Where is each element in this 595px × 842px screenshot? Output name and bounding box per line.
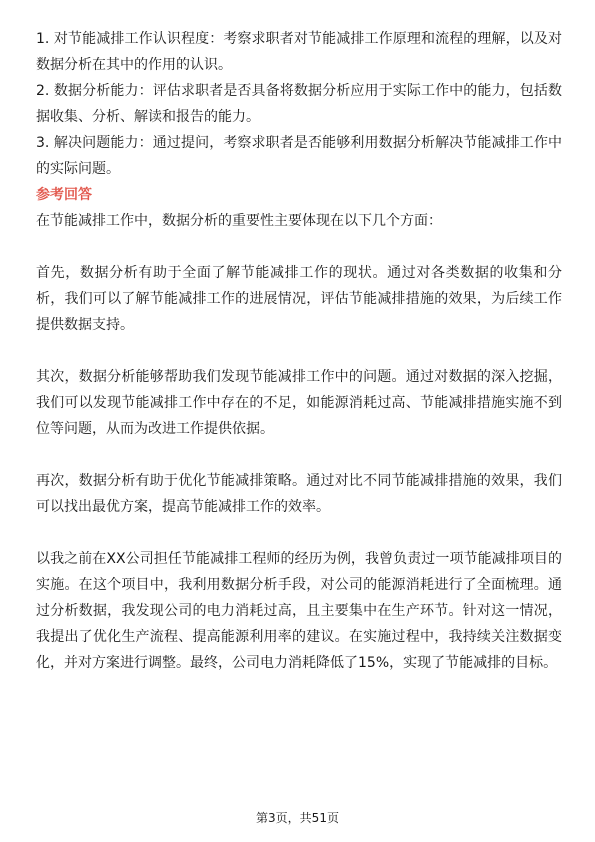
answer-paragraph: 再次，数据分析有助于优化节能减排策略。通过对比不同节能减排措施的效果，我们可以找出最优方案，提高节能减排工作的效率。 — [36, 473, 562, 515]
answer-paragraph: 其次，数据分析能够帮助我们发现节能减排工作中的问题。通过对数据的深入挖掘，我们可以发现节能减排工作中存在的不足，如能源消耗过高、节能减排措施实施不到位等问题，从而为改进工作提供依据。 — [36, 369, 562, 437]
page-content — [36, 26, 562, 676]
criterion-item: 2. 数据分析能力：评估求职者是否具备将数据分析应用于实际工作中的能力，包括数据收集、分析、解读和报告的能力。 — [36, 83, 562, 125]
page-number: 第3页，共51页 — [256, 811, 339, 825]
answer-intro: 在节能减排工作中，数据分析的重要性主要体现在以下几个方面： — [36, 213, 442, 229]
evaluation-criteria — [36, 26, 562, 182]
paragraph-spacer — [36, 442, 562, 468]
paragraph-spacer — [36, 520, 562, 546]
answer-paragraph: 首先，数据分析有助于全面了解节能减排工作的现状。通过对各类数据的收集和分析，我们可以了解节能减排工作的进展情况，评估节能减排措施的效果，为后续工作提供数据支持。 — [36, 265, 562, 333]
criterion-item: 3. 解决问题能力：通过提问，考察求职者是否能够利用数据分析解决节能减排工作中的实际问题。 — [36, 135, 562, 177]
section-title: 参考回答 — [36, 187, 92, 203]
paragraph-spacer — [36, 338, 562, 364]
paragraph-spacer — [36, 234, 562, 260]
criterion-item: 1. 对节能减排工作认识程度：考察求职者对节能减排工作原理和流程的理解，以及对数据分析在其中的作用的认识。 — [36, 31, 562, 73]
answer-paragraph: 以我之前在XX公司担任节能减排工程师的经历为例，我曾负责过一项节能减排项目的实施。在这个项目中，我利用数据分析手段，对公司的能源消耗进行了全面梳理。通过分析数据，我发现公司的电力消耗过高，且主要集中在生产环节。针对这一情况，我提出了优化生产流程、提高能源利用率的建议。在实施过程中，我持续关注数据变化，并对方案进行调整。最终，公司电力消耗降低了15%，实现了节能减排的目标。 — [36, 551, 562, 671]
